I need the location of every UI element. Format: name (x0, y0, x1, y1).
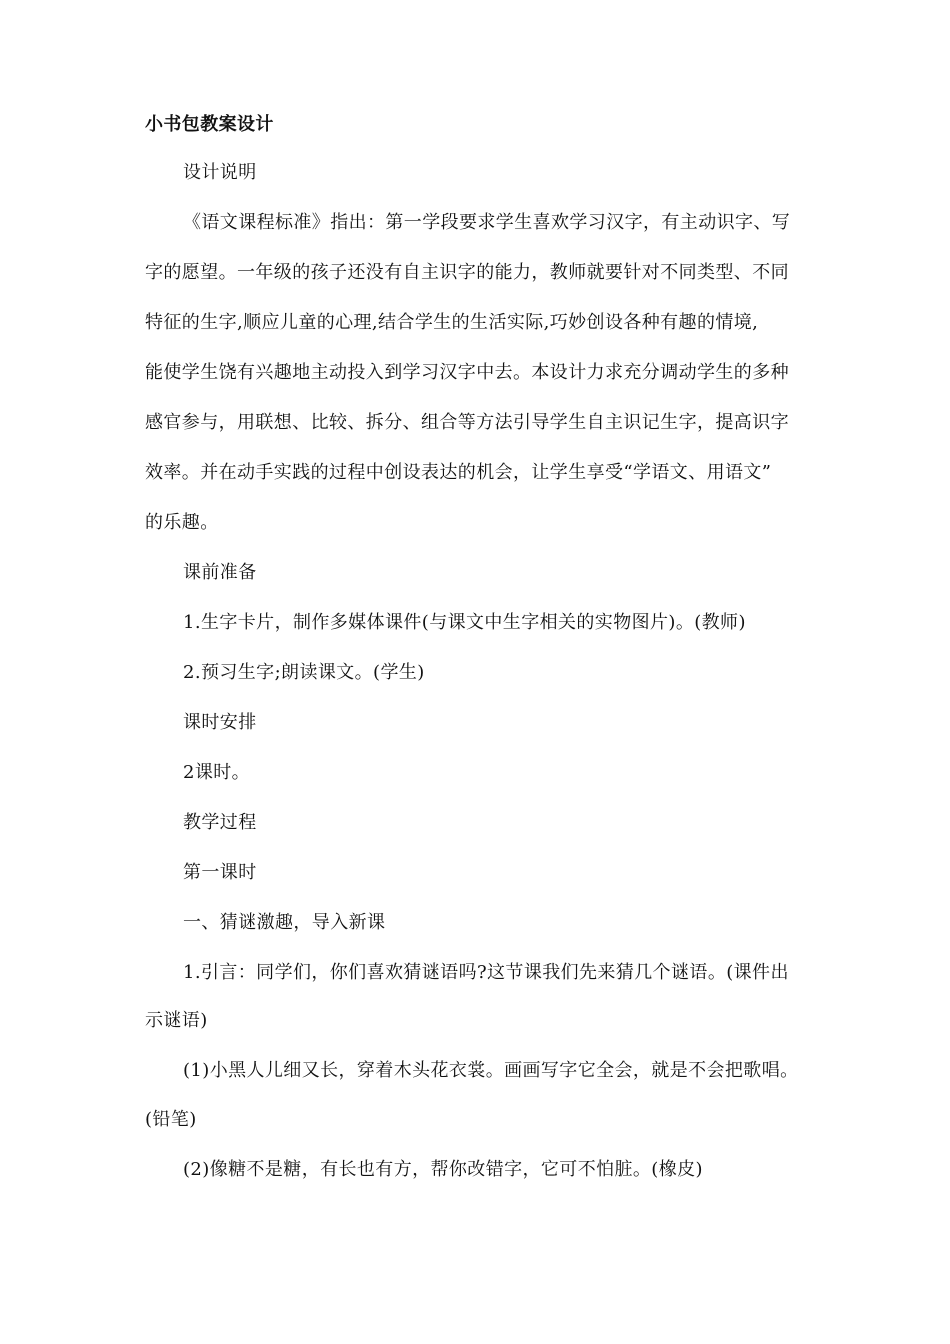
heading-prep: 课前准备 (183, 562, 257, 583)
riddle-line: (1)小黑人儿细又长，穿着木头花衣裳。画画写字它全会，就是不会把歌唱。 (183, 1060, 799, 1081)
part-heading: 一、猜谜激趣，导入新课 (183, 912, 386, 933)
step-line: 示谜语) (145, 1010, 208, 1031)
prep-item: 2.预习生字;朗读课文。(学生) (183, 662, 425, 683)
lesson-heading: 第一课时 (183, 862, 257, 883)
paragraph-line: 效率。并在动手实践的过程中创设表达的机会，让学生享受“学语文、用语文” (145, 462, 772, 483)
riddle-line: (2)像糖不是糖，有长也有方，帮你改错字，它可不怕脏。(橡皮) (183, 1159, 703, 1180)
heading-design-note: 设计说明 (183, 162, 257, 183)
heading-schedule: 课时安排 (183, 712, 257, 733)
riddle-answer: (铅笔) (145, 1109, 197, 1130)
paragraph-line: 字的愿望。一年级的孩子还没有自主识字的能力，教师就要针对不同类型、不同 (145, 262, 789, 283)
prep-item: 1.生字卡片，制作多媒体课件(与课文中生字相关的实物图片)。(教师) (183, 612, 746, 633)
heading-process: 教学过程 (183, 812, 257, 833)
schedule-value: 2课时。 (183, 762, 251, 783)
step-line: 1.引言：同学们，你们喜欢猜谜语吗?这节课我们先来猜几个谜语。(课件出 (183, 962, 789, 983)
paragraph-line: 的乐趣。 (145, 512, 219, 533)
paragraph-line: 特征的生字,顺应儿童的心理,结合学生的生活实际,巧妙创设各种有趣的情境, (145, 312, 759, 333)
paragraph-line: 《语文课程标准》指出：第一学段要求学生喜欢学习汉字，有主动识字、写 (183, 212, 791, 233)
paragraph-line: 能使学生饶有兴趣地主动投入到学习汉字中去。本设计力求充分调动学生的多种 (145, 362, 789, 383)
document-title: 小书包教案设计 (145, 114, 274, 135)
paragraph-line: 感官参与，用联想、比较、拆分、组合等方法引导学生自主识记生字，提高识字 (145, 412, 789, 433)
